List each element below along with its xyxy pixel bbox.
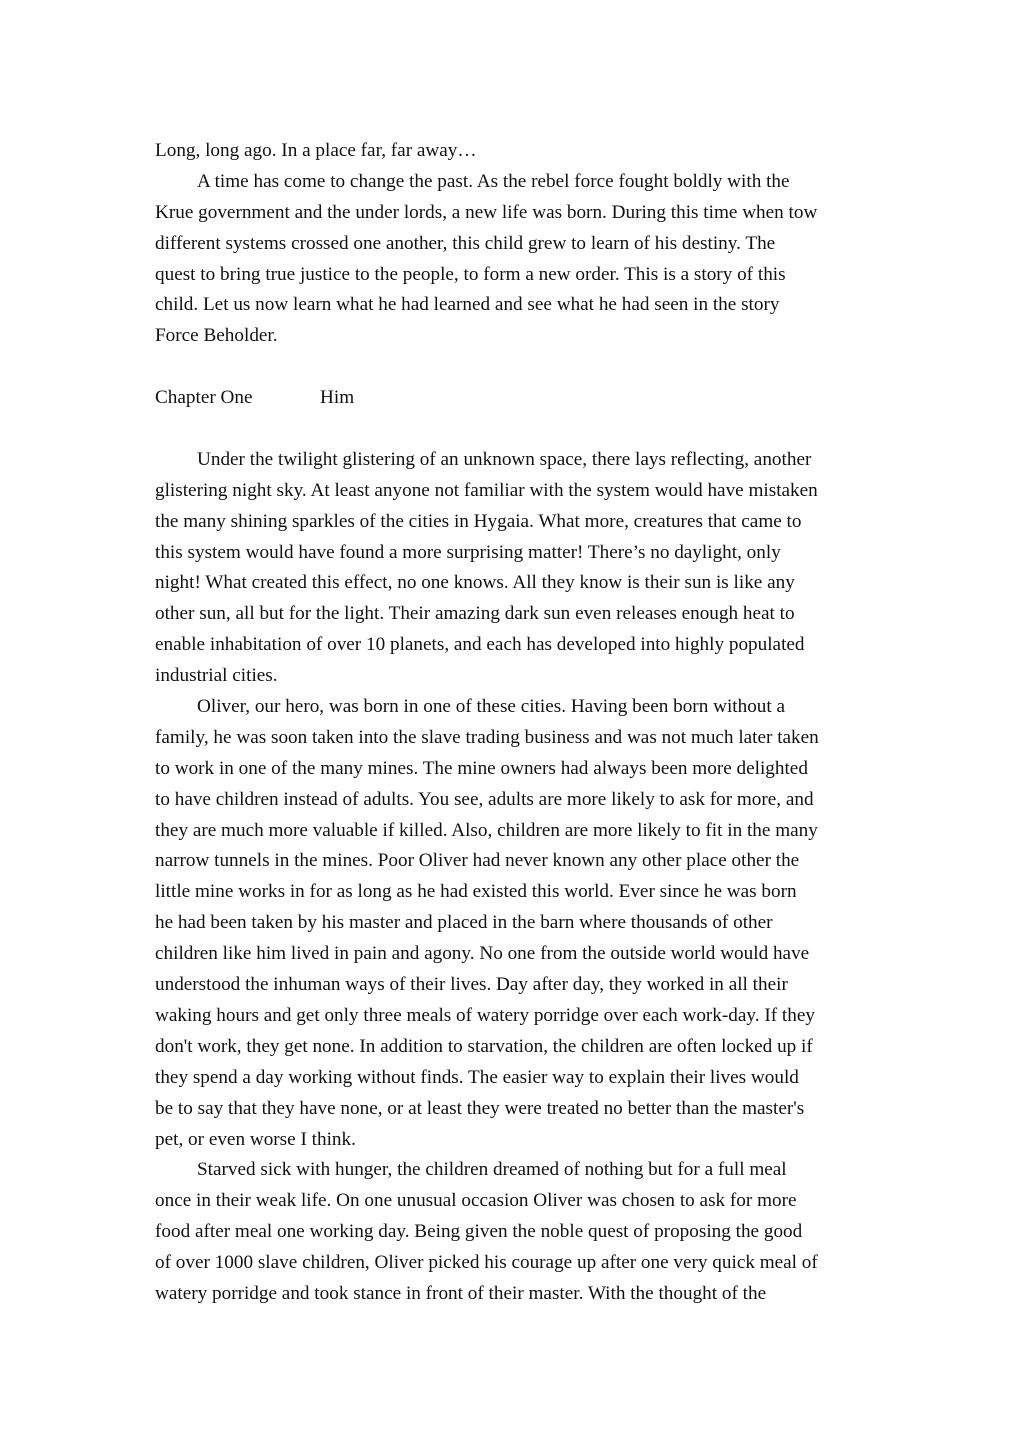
text-line: enable inhabitation of over 10 planets, and each has developed into highly populated	[155, 634, 805, 656]
text-line: understood the inhuman ways of their lives. Day after day, they worked in all their	[155, 974, 788, 996]
text-line: don't work, they get none. In addition to starvation, the children are often locked up if	[155, 1035, 813, 1057]
chapter-title: Him	[320, 387, 355, 409]
spacer	[155, 352, 875, 383]
body-paragraph-2	[155, 692, 875, 1155]
text-line: food after meal one working day. Being given the noble quest of proposing the good	[155, 1221, 803, 1243]
text-line: of over 1000 slave children, Oliver picked his courage up after one very quick meal of	[155, 1252, 818, 1274]
spacer	[155, 414, 875, 445]
text-line: night! What created this effect, no one knows. All they know is their sun is like any	[155, 572, 795, 594]
text-line: watery porridge and took stance in front of their master. With the thought of the	[155, 1282, 767, 1304]
text-line: narrow tunnels in the mines. Poor Oliver had never known any other place other the	[155, 850, 800, 872]
text-line: Starved sick with hunger, the children dreamed of nothing but for a full meal	[197, 1159, 787, 1181]
chapter-heading	[155, 383, 875, 414]
text-line: the many shining sparkles of the cities in Hygaia. What more, creatures that came to	[155, 510, 802, 532]
document-page	[155, 136, 875, 1310]
text-line: Force Beholder.	[155, 325, 278, 347]
text-line: different systems crossed one another, this child grew to learn of his destiny. The	[155, 232, 776, 254]
text-line: quest to bring true justice to the people, to form a new order. This is a story of this	[155, 263, 786, 285]
body-paragraph-1	[155, 445, 875, 692]
opening-line: Long, long ago. In a place far, far away…	[155, 140, 477, 161]
text-line: family, he was soon taken into the slave trading business and was not much later taken	[155, 726, 819, 748]
text-line: once in their weak life. On one unusual occasion Oliver was chosen to ask for more	[155, 1190, 797, 1212]
text-line: waking hours and get only three meals of watery porridge over each work-day. If they	[155, 1004, 815, 1026]
text-line: A time has come to change the past. As the rebel force fought boldly with the	[197, 170, 790, 192]
chapter-number: Chapter One	[155, 387, 253, 409]
text-line: glistering night sky. At least anyone not familiar with the system would have mistaken	[155, 479, 818, 501]
text-line: other sun, all but for the light. Their amazing dark sun even releases enough heat to	[155, 603, 795, 625]
text-line: to have children instead of adults. You see, adults are more likely to ask for more, and	[155, 788, 814, 810]
text-line: industrial cities.	[155, 665, 278, 687]
text-line: children like him lived in pain and agony. No one from the outside world would have	[155, 943, 810, 965]
text-line: be to say that they have none, or at least they were treated no better than the master's	[155, 1097, 805, 1119]
text-line: pet, or even worse I think.	[155, 1128, 356, 1150]
body-paragraph-3	[155, 1155, 875, 1309]
text-line: Krue government and the under lords, a new life was born. During this time when tow	[155, 201, 818, 223]
text-line: to work in one of the many mines. The mine owners had always been more delighted	[155, 757, 808, 779]
text-line: Oliver, our hero, was born in one of these cities. Having been born without a	[197, 696, 786, 718]
text-line: he had been taken by his master and placed in the barn where thousands of other	[155, 912, 773, 934]
text-line: Under the twilight glistering of an unknown space, there lays reflecting, another	[197, 448, 812, 470]
intro-paragraph	[155, 167, 875, 352]
text-line: this system would have found a more surprising matter! There’s no daylight, only	[155, 541, 781, 563]
text-line: they spend a day working without finds. The easier way to explain their lives would	[155, 1066, 799, 1088]
text-line: they are much more valuable if killed. Also, children are more likely to fit in the many	[155, 819, 818, 841]
text-line: child. Let us now learn what he had learned and see what he had seen in the story	[155, 294, 780, 316]
text-line: little mine works in for as long as he had existed this world. Ever since he was born	[155, 881, 797, 903]
